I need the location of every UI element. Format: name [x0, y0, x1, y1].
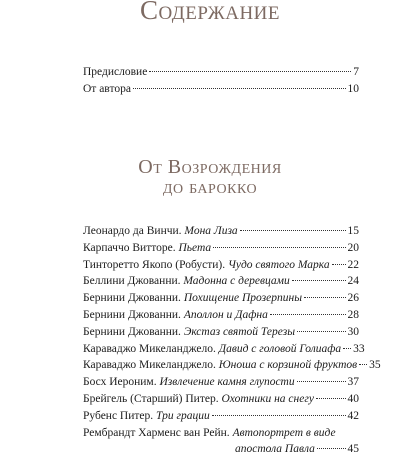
toc-author: Рубенс Питер. — [83, 409, 157, 422]
toc-author: Рембрандт Харменс ван Рейн. — [83, 426, 233, 439]
page-title: Содержание — [139, 0, 281, 25]
toc-entry-text — [83, 326, 295, 338]
toc-author: Караваджо Микеланджело. — [83, 342, 219, 355]
toc-author: Босх Иероним. — [83, 376, 160, 389]
toc-page-number: 20 — [347, 241, 359, 254]
section-title-line-1: От Возрождения — [138, 156, 282, 178]
toc-entry-text — [83, 309, 268, 321]
toc-page-number: 15 — [347, 225, 359, 237]
toc-page-number: 26 — [347, 292, 359, 305]
section-entries-list — [83, 225, 381, 460]
toc-page-number: 22 — [347, 258, 359, 271]
toc-entry[interactable] — [83, 292, 359, 309]
toc-author: Бернини Джованни. — [83, 292, 184, 305]
toc-entry-text — [83, 242, 211, 254]
toc-entry[interactable] — [83, 326, 359, 343]
toc-entry[interactable] — [83, 359, 381, 376]
toc-work: Три грации — [156, 409, 210, 422]
toc-entry[interactable] — [83, 225, 359, 242]
toc-work: Давид с головой Голиафа — [218, 342, 342, 355]
toc-entry[interactable] — [83, 342, 365, 360]
dot-leader — [240, 230, 346, 231]
toc-work: Пьета — [178, 241, 212, 254]
toc-entry[interactable] — [83, 410, 359, 427]
toc-entry-text — [83, 275, 290, 287]
dot-leader — [317, 448, 346, 449]
dot-leader — [359, 364, 367, 365]
toc-entry[interactable] — [83, 309, 359, 326]
toc-work: Охотники на снегу — [221, 392, 314, 405]
dot-leader — [297, 331, 346, 332]
toc-work-continued: апостола Павла — [235, 443, 315, 456]
toc-work: Аполлон и Дафна — [183, 308, 268, 321]
toc-page-number: 45 — [347, 443, 359, 456]
toc-page-number: 42 — [347, 409, 359, 422]
toc-entry[interactable] — [83, 275, 359, 292]
toc-entry-text — [83, 359, 357, 371]
toc-entry-text — [83, 393, 314, 405]
dot-leader — [212, 415, 346, 416]
toc-page-number: 40 — [347, 392, 359, 405]
toc-entry-from-author[interactable] — [83, 83, 359, 100]
toc-entry-text — [83, 343, 341, 355]
toc-page-number: 28 — [347, 308, 359, 321]
toc-author: Брейгель (Старший) Питер. — [83, 392, 222, 405]
toc-work: Юноша с корзиной фруктов — [218, 359, 358, 372]
toc-work: Чудо святого Марка — [227, 258, 330, 271]
toc-page-number: 7 — [353, 66, 359, 78]
toc-entry-text — [83, 259, 330, 271]
toc-page-number: 33 — [353, 342, 365, 355]
toc-work: Экстаз святой Терезы — [183, 325, 295, 338]
toc-page-number: 10 — [347, 82, 359, 95]
toc-entry-line-1 — [83, 427, 359, 444]
toc-entry-text — [83, 410, 210, 422]
toc-work: Извлечение камня глупости — [159, 376, 295, 389]
dot-leader — [270, 314, 346, 315]
dot-leader — [304, 297, 346, 298]
toc-author: Караваджо Микеланджело. — [83, 359, 219, 372]
toc-author: Бернини Джованни. — [83, 325, 184, 338]
dot-leader — [297, 381, 346, 382]
toc-entry[interactable] — [83, 376, 359, 393]
toc-entry-preface[interactable] — [83, 66, 359, 83]
dot-leader — [133, 88, 346, 89]
toc-work: Мадонна с деревцами — [183, 275, 290, 288]
dot-leader — [213, 247, 345, 248]
toc-author: Бернини Джованни. — [83, 308, 184, 321]
toc-entry-line-2 — [83, 443, 359, 460]
toc-author: Карпаччо Витторе. — [83, 241, 179, 254]
toc-entry-title: От автора — [83, 82, 131, 95]
toc-page-number: 30 — [347, 325, 359, 338]
toc-entry[interactable] — [83, 242, 359, 259]
dot-leader — [149, 71, 351, 72]
dot-leader — [343, 348, 351, 349]
toc-entry[interactable] — [83, 393, 359, 410]
toc-page-number: 35 — [369, 359, 381, 372]
toc-entry-multiline[interactable] — [83, 427, 359, 460]
toc-author: Леонардо да Винчи. — [83, 225, 185, 237]
section-title-line-2: до барокко — [162, 176, 258, 198]
toc-page-number: 24 — [347, 275, 359, 288]
toc-page-number: 37 — [347, 376, 359, 389]
toc-entry-text — [83, 292, 302, 304]
toc-work: Похищение Прозерпины — [183, 292, 302, 305]
dot-leader — [292, 280, 346, 281]
dot-leader — [316, 398, 346, 399]
section-title — [0, 157, 420, 197]
dot-leader — [332, 264, 346, 265]
toc-entry-title: Предисловие — [83, 66, 148, 78]
toc-work: Мона Лиза — [184, 225, 238, 237]
toc-author: Беллини Джованни. — [83, 275, 184, 288]
toc-entry-text — [83, 376, 295, 388]
toc-entry[interactable] — [83, 259, 359, 276]
toc-entry-text — [83, 225, 238, 237]
toc-work: Автопортрет в виде — [232, 426, 336, 439]
toc-author: Тинторетто Якопо (Робусти). — [83, 258, 228, 271]
front-matter-list — [83, 66, 359, 100]
